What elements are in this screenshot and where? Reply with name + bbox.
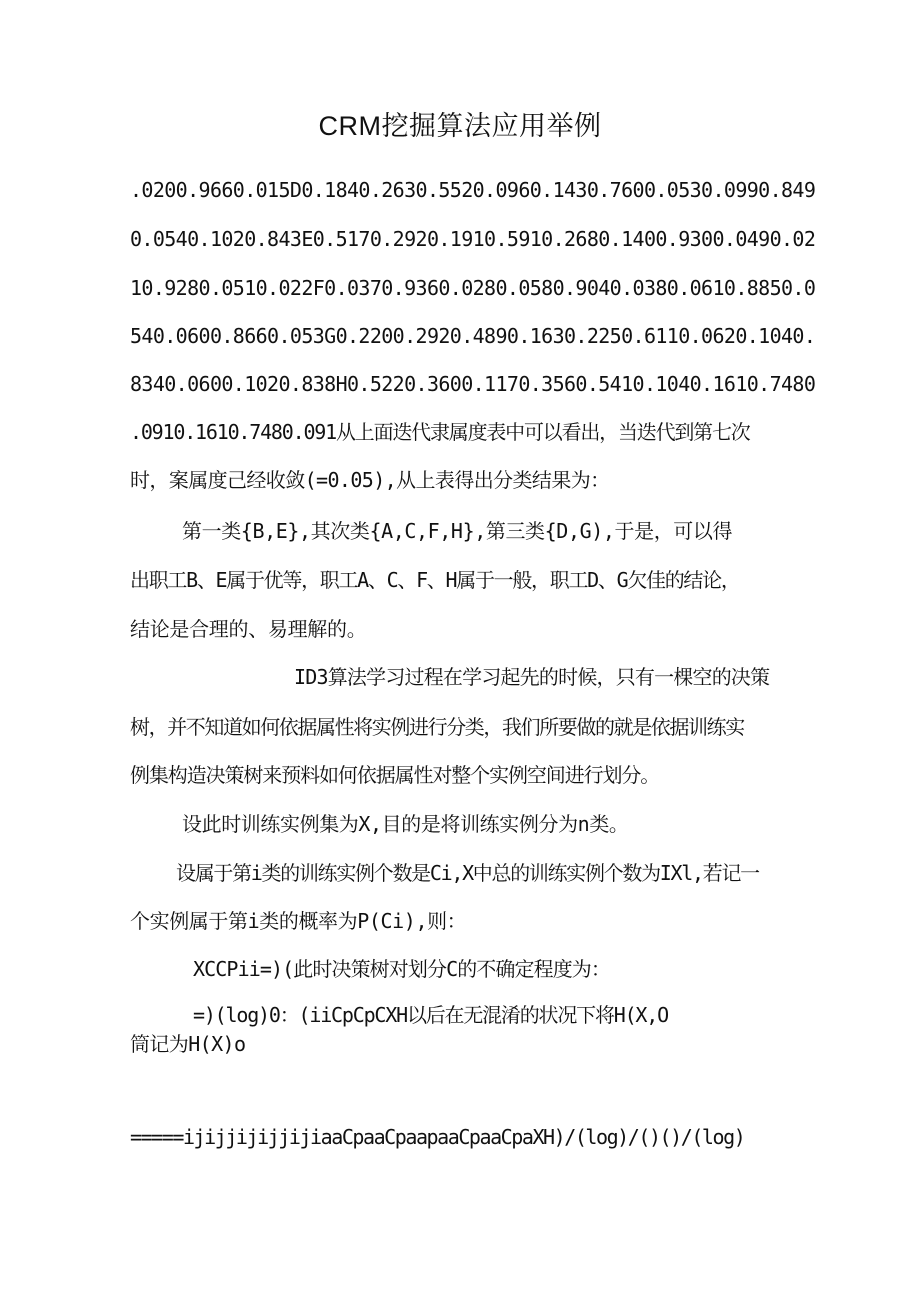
formula-line: =====ijijjijijjijiaaCpaaCpaapaaCpaaCpaXH)/(log)/()()/(log) [130, 1125, 745, 1149]
text-line-2: 0.0540.1020.843E0.5170.2920.1910.5910.2680.1400.9300.0490.02 [130, 227, 816, 251]
text-line-4: 540.0600.8660.053G0.2200.2920.4890.1630.2250.6110.0620.1040. [130, 324, 816, 348]
text-line-12: 树，并不知道如何依据属性将实例进行分类，我们所要做的就是依据训练实 [130, 715, 744, 739]
document-title: CRM挖掘算法应用举例 [318, 111, 602, 141]
text-line-10: 结论是合理的、易理解的。 [130, 617, 367, 641]
text-line-5: 8340.0600.1020.838H0.5220.3600.1170.3560.5410.1040.1610.7480 [130, 372, 816, 396]
text-line-11: ID3算法学习过程在学习起先的时候，只有一棵空的决策 [294, 665, 770, 689]
text-line-16: 个实例属于第i类的概率为P(Ci),则： [130, 909, 467, 933]
text-line-1: .0200.9660.015D0.1840.2630.5520.0960.1430.7600.0530.0990.849 [130, 178, 816, 202]
text-line-8: 第一类{B,E},其次类{A,C,F,H},第三类{D,G),于是，可以得 [182, 519, 733, 543]
text-line-19: 筒记为H(X)o [130, 1032, 246, 1056]
text-line-14: 设此时训练实例集为X,目的是将训练实例分为n类。 [182, 812, 629, 836]
text-line-18: =)(log)0：(iiCpCpCXH以后在无混淆的状况下将H(X,O [193, 1003, 668, 1027]
text-line-7: 时，案属度己经收敛(=0.05),从上表得出分类结果为： [130, 468, 610, 492]
text-line-3: 10.9280.0510.022F0.0370.9360.0280.0580.9040.0380.0610.8850.0 [130, 276, 816, 300]
text-line-13: 例集构造决策树来预料如何依据属性对整个实例空间进行划分。 [130, 763, 660, 787]
text-line-6: .0910.1610.7480.091从上面迭代隶属度表中可以看出，当迭代到第七次 [130, 420, 750, 444]
text-line-15: 设属于第i类的训练实例个数是Ci,X中总的训练实例个数为IXl,若记一 [176, 861, 759, 885]
text-line-17: XCCPii=)(此时决策树对划分C的不确定程度为： [193, 957, 611, 981]
text-line-9: 出职工B、E属于优等，职工A、C、F、H属于一般，职工D、G欠佳的结论， [130, 568, 740, 592]
